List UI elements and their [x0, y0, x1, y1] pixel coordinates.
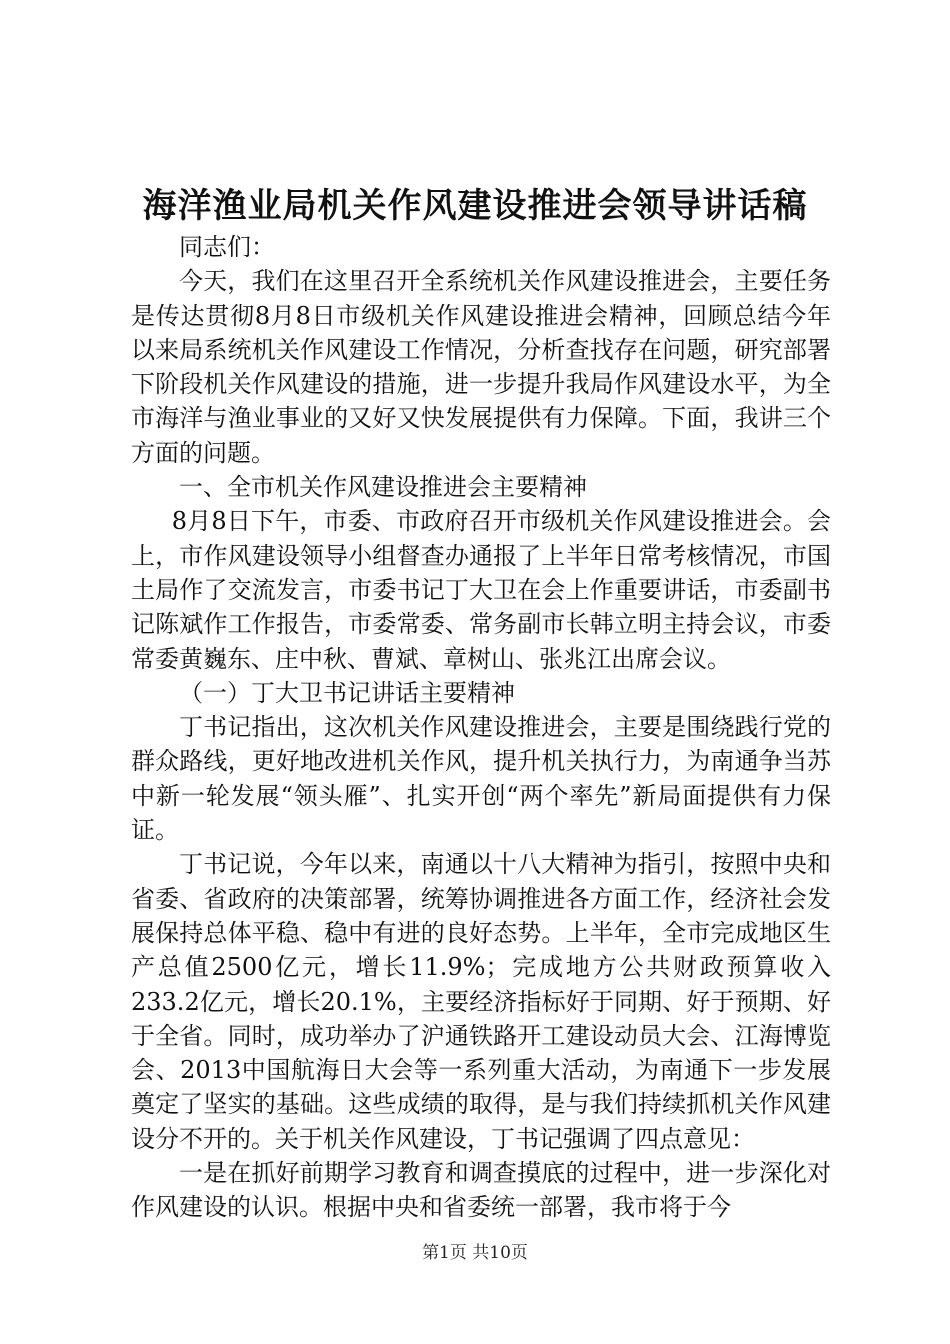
first-point-paragraph: 一是在抓好前期学习教育和调查摸底的过程中，进一步深化对作风建设的认识。根据中央和省委统一部署，我市将于今 — [131, 1159, 831, 1222]
section-heading-1: 一、全市机关作风建设推进会主要精神 — [179, 473, 587, 502]
page-number-footer: 第1页 共10页 — [422, 1243, 528, 1263]
salutation-paragraph: 同志们： — [179, 233, 275, 261]
subsection-heading-1: （一）丁大卫书记讲话主要精神 — [179, 678, 515, 707]
meeting-summary-paragraph: 8月8日下午，市委、市政府召开市级机关作风建设推进会。会上，市作风建设领导小组督查办通报了上半年日常考核情况，市国土局作了交流发言，市委书记丁大卫在会上作重要讲话，市委副书记陈斌作工作报告，市委常委、常务副市长韩立明主持会议，市委常委黄巍东、庄中秋、曹斌、章树山、张兆江出席会议。 — [131, 507, 831, 673]
document-body — [131, 230, 831, 1225]
document-title: 海洋渔业局机关作风建设推进会领导讲话稿 — [142, 186, 808, 226]
intro-paragraph: 今天，我们在这里召开全系统机关作风建设推进会，主要任务是传达贯彻8月8日市级机关作风建设推进会精神，回顾总结今年以来局系统机关作风建设工作情况，分析查找存在问题，研究部署下阶段机关作风建设的措施，进一步提升我局作风建设水平，为全市海洋与渔业事业的又好又快发展提供有力保障。下面，我讲三个方面的问题。 — [131, 267, 831, 467]
speech-point-paragraph: 丁书记指出，这次机关作风建设推进会，主要是围绕践行党的群众路线，更好地改进机关作风，提升机关执行力，为南通争当苏中新一轮发展“领头雁”、扎实开创“两个率先”新局面提供有力保证。 — [131, 713, 831, 845]
achievements-paragraph: 丁书记说，今年以来，南通以十八大精神为指引，按照中央和省委、省政府的决策部署，统筹协调推进各方面工作，经济社会发展保持总体平稳、稳中有进的良好态势。上半年，全市完成地区生产总值2500亿元，增长11.9%；完成地方公共财政预算收入233.2亿元，增长20.1%，主要经济指标好于同期、好于预期、好于全省。同时，成功举办了沪通铁路开工建设动员大会、江海博览会、2013中国航海日大会等一系列重大活动，为南通下一步发展奠定了坚实的基础。这些成绩的取得，是与我们持续抓机关作风建设分不开的。关于机关作风建设，丁书记强调了四点意见： — [131, 850, 831, 1153]
